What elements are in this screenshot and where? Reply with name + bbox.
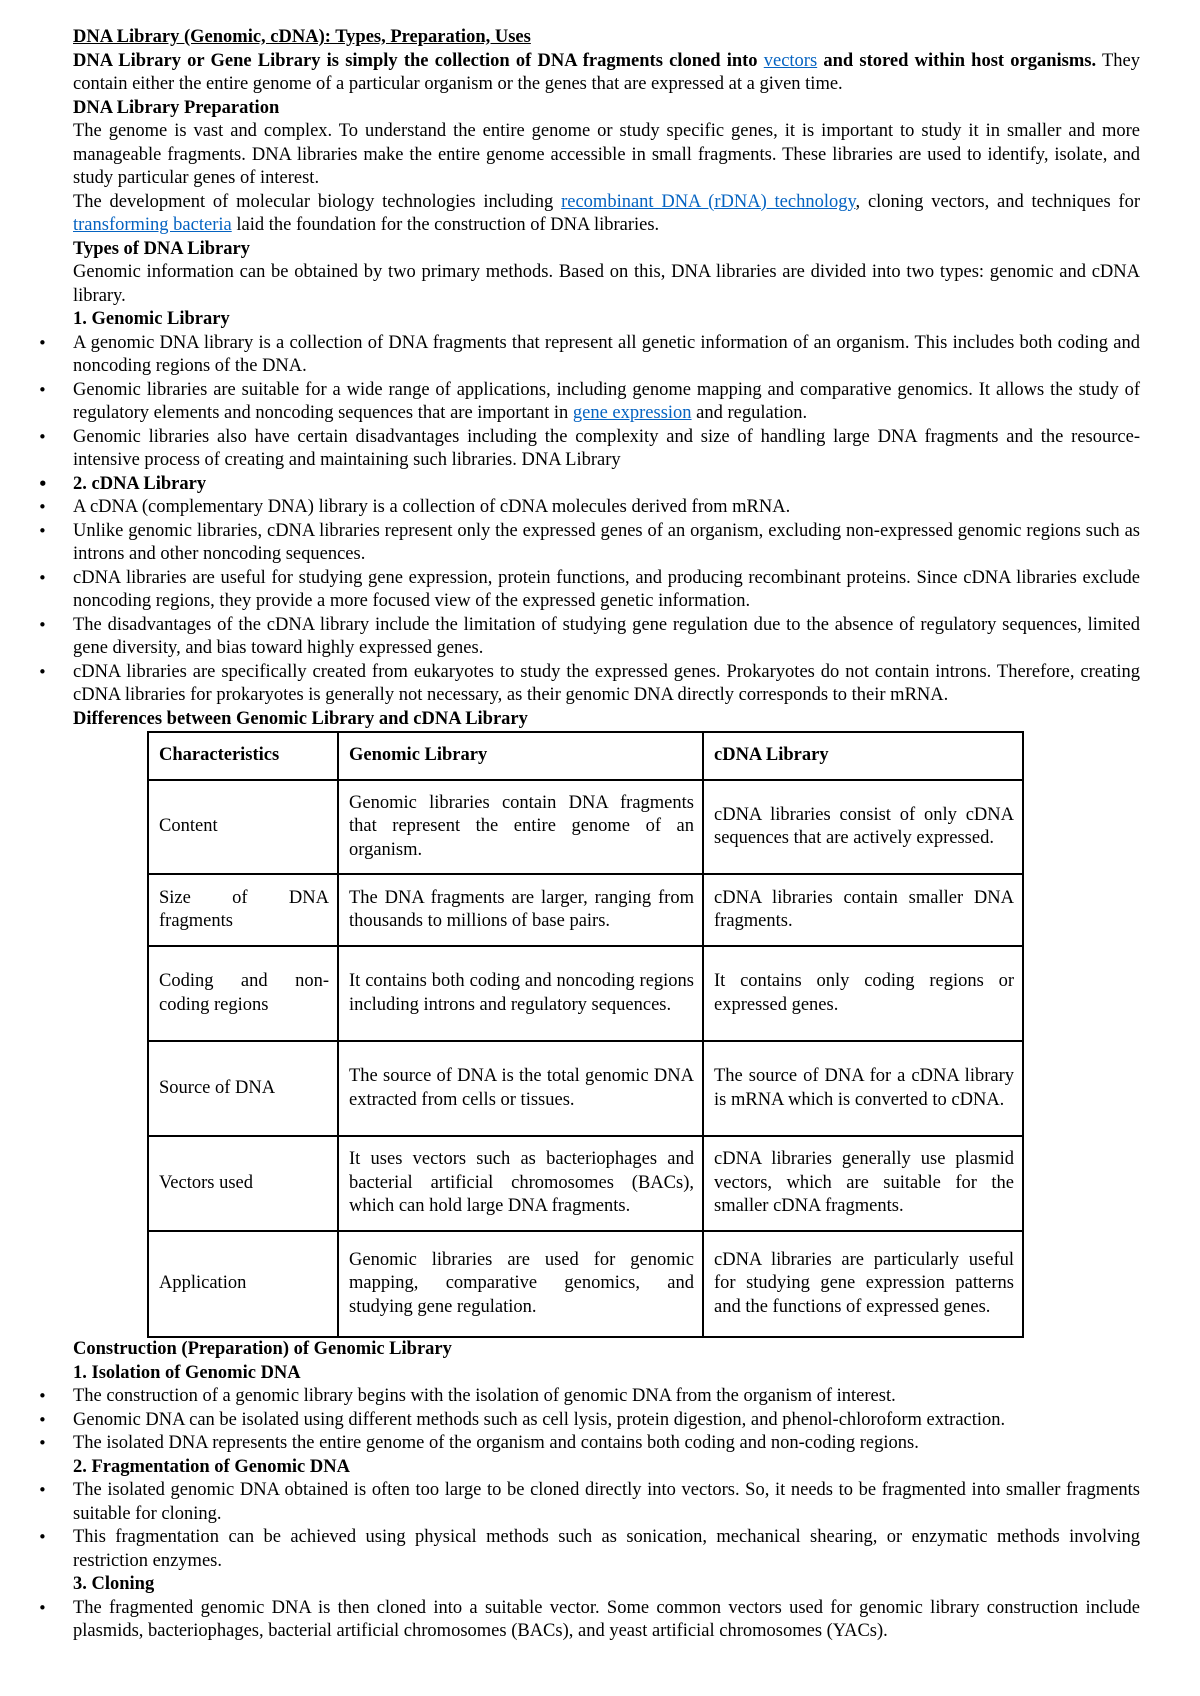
intro-paragraph	[73, 50, 1140, 97]
table-cell: Vectors used	[148, 1136, 338, 1231]
list-item: • The disadvantages of the cDNA library include the limitation of studying gene regulation due to the absence of regulatory sequences, limited gene diversity, and bias toward highly expressed genes.	[73, 614, 1140, 661]
table-row	[148, 1136, 1023, 1231]
table-row	[148, 1231, 1023, 1337]
list-item: • cDNA libraries are useful for studying gene expression, protein functions, and producing recombinant proteins. Since cDNA libraries exclude noncoding regions, they provide a more focused view of the expressed genetic information.	[73, 567, 1140, 614]
genomic-library-list	[73, 332, 1140, 708]
heading-cloning: 3. Cloning	[73, 1574, 155, 1594]
prep-paragraph-1: The genome is vast and complex. To understand the entire genome or study specific genes, it is important to study it in smaller and more manageable fragments. DNA libraries make the entire genome accessible in small fragments. These libraries are used to identify, isolate, and study particular genes of interest.	[73, 121, 1140, 188]
link-vectors[interactable]: vectors	[763, 50, 818, 71]
table-cell: Genomic libraries are used for genomic mapping, comparative genomics, and studying gene regulation.	[338, 1231, 703, 1337]
list-item: • Genomic libraries also have certain disadvantages including the complexity and size of handling large DNA fragments and the resource-intensive process of creating and maintaining such libraries. DNA Library	[73, 426, 1140, 473]
list-item: • Unlike genomic libraries, cDNA libraries represent only the expressed genes of an organism, excluding non-expressed genomic regions such as introns and other noncoding sequences.	[73, 520, 1140, 567]
list-item: • The isolated DNA represents the entire genome of the organism and contains both coding and non-coding regions.	[73, 1432, 1140, 1456]
link-recombinant-dna[interactable]: recombinant DNA (rDNA) technology	[561, 191, 856, 212]
list-item-text: Genomic libraries are suitable for a wide range of applications, including genome mapping and comparative genomics. It allows the study of regulatory elements and noncoding sequences that are important in	[73, 379, 1140, 423]
list-item: • Genomic DNA can be isolated using different methods such as cell lysis, protein digestion, and phenol-chloroform extraction.	[73, 1409, 1140, 1433]
prep-p2-text-a: The development of molecular biology technologies including	[73, 191, 562, 212]
document-page	[73, 26, 1140, 1644]
table-cell: It uses vectors such as bacteriophages and bacterial artificial chromosomes (BACs), which can hold large DNA fragments.	[338, 1136, 703, 1231]
table-cell: It contains both coding and noncoding regions including introns and regulatory sequences.	[338, 946, 703, 1041]
table-row	[148, 1041, 1023, 1136]
list-item: • The construction of a genomic library begins with the isolation of genomic DNA from the organism of interest.	[73, 1385, 1140, 1409]
column-header: Characteristics	[148, 732, 338, 780]
table-cell: The DNA fragments are larger, ranging from thousands to millions of base pairs.	[338, 874, 703, 946]
types-paragraph: Genomic information can be obtained by two primary methods. Based on this, DNA libraries are divided into two types: genomic and cDNA library.	[73, 262, 1140, 306]
table-cell: The source of DNA is the total genomic DNA extracted from cells or tissues.	[338, 1041, 703, 1136]
list-item: • cDNA libraries are specifically created from eukaryotes to study the expressed genes. Prokaryotes do not contain introns. Therefore, creating cDNA libraries for prokaryotes is generally not necessary, as their genomic DNA directly corresponds to their mRNA.	[73, 661, 1140, 708]
intro-bold-b: and stored within host organisms.	[817, 50, 1097, 71]
table-cell: Size of DNA fragments	[148, 874, 338, 946]
prep-paragraph-2	[73, 191, 1140, 238]
heading-dna-library-preparation: DNA Library Preparation	[73, 97, 280, 118]
table-cell: It contains only coding regions or expressed genes.	[703, 946, 1023, 1041]
table-cell: cDNA libraries generally use plasmid vectors, which are suitable for the smaller cDNA fragments.	[703, 1136, 1023, 1231]
table-header-row	[148, 732, 1023, 780]
list-item	[73, 379, 1140, 426]
table-row	[148, 946, 1023, 1041]
document-title: DNA Library (Genomic, cDNA): Types, Preparation, Uses	[73, 27, 531, 47]
table-cell: Source of DNA	[148, 1041, 338, 1136]
table-cell: cDNA libraries consist of only cDNA sequences that are actively expressed.	[703, 780, 1023, 874]
comparison-table	[147, 731, 1024, 1338]
list-item: • This fragmentation can be achieved using physical methods such as sonication, mechanical shearing, or enzymatic methods involving restriction enzymes.	[73, 1526, 1140, 1573]
heading-genomic-library: 1. Genomic Library	[73, 309, 230, 329]
heading-cdna-library: • 2. cDNA Library	[73, 473, 1140, 497]
intro-rest: They contain either the entire genome of a particular organism or the genes that are expressed at a given time.	[73, 50, 1140, 94]
link-transforming-bacteria[interactable]: transforming bacteria	[73, 215, 232, 235]
heading-fragmentation-of-genomic-dna: 2. Fragmentation of Genomic DNA	[73, 1456, 350, 1477]
heading-differences: Differences between Genomic Library and cDNA Library	[73, 708, 528, 729]
fragmentation-list	[73, 1479, 1140, 1573]
table-cell: Application	[148, 1231, 338, 1337]
heading-types-of-dna-library: Types of DNA Library	[73, 238, 250, 259]
column-header: Genomic Library	[338, 732, 703, 780]
table-cell: cDNA libraries contain smaller DNA fragments.	[703, 874, 1023, 946]
list-item: • The isolated genomic DNA obtained is often too large to be cloned directly into vectors. So, it needs to be fragmented into smaller fragments suitable for cloning.	[73, 1479, 1140, 1526]
table-cell: Content	[148, 780, 338, 874]
intro-bold-a: DNA Library or Gene Library is simply the collection of DNA fragments cloned into	[73, 50, 764, 71]
link-gene-expression[interactable]: gene expression	[572, 403, 692, 423]
prep-p2-text-c: laid the foundation for the construction of DNA libraries.	[231, 215, 660, 235]
heading-isolation-of-genomic-dna: 1. Isolation of Genomic DNA	[73, 1362, 301, 1383]
list-item: • A cDNA (complementary DNA) library is a collection of cDNA molecules derived from mRNA.	[73, 496, 1140, 520]
table-row	[148, 780, 1023, 874]
list-item-text: and regulation.	[691, 403, 808, 423]
cloning-list	[73, 1597, 1140, 1644]
prep-p2-text-b: , cloning vectors, and techniques for	[855, 191, 1141, 212]
isolation-list	[73, 1385, 1140, 1456]
list-item: • A genomic DNA library is a collection of DNA fragments that represent all genetic information of an organism. This includes both coding and noncoding regions of the DNA.	[73, 332, 1140, 379]
heading-construction: Construction (Preparation) of Genomic Library	[73, 1339, 452, 1359]
list-item: • The fragmented genomic DNA is then cloned into a suitable vector. Some common vectors used for genomic library construction include plasmids, bacteriophages, bacterial artificial chromosomes (BACs), and yeast artificial chromosomes (YACs).	[73, 1597, 1140, 1644]
table-cell: Genomic libraries contain DNA fragments that represent the entire genome of an organism.	[338, 780, 703, 874]
column-header: cDNA Library	[703, 732, 1023, 780]
table-cell: Coding and non-coding regions	[148, 946, 338, 1041]
table-cell: cDNA libraries are particularly useful for studying gene expression patterns and the functions of expressed genes.	[703, 1231, 1023, 1337]
table-cell: The source of DNA for a cDNA library is mRNA which is converted to cDNA.	[703, 1041, 1023, 1136]
table-row	[148, 874, 1023, 946]
